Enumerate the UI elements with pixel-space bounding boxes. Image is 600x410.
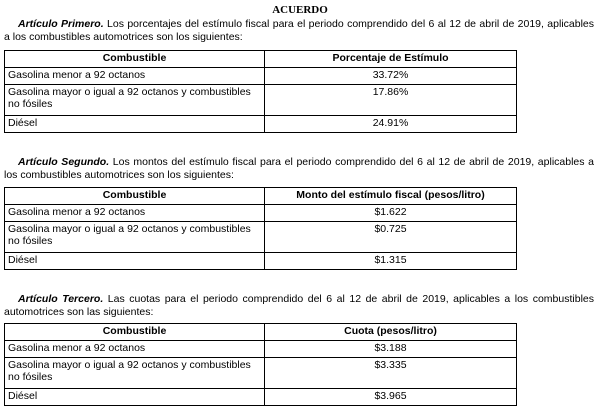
- fuel-cell: Gasolina menor a 92 octanos: [5, 341, 265, 358]
- table-row: [5, 116, 517, 133]
- value-cell: $0.725: [265, 222, 517, 253]
- column-header-fuel: Combustible: [5, 51, 265, 68]
- value-cell: $1.315: [265, 253, 517, 270]
- fuel-cell: Gasolina mayor o igual a 92 octanos y combustibles no fósiles: [5, 85, 265, 116]
- value-cell: $3.965: [265, 389, 517, 406]
- fuel-cell: Gasolina menor a 92 octanos: [5, 68, 265, 85]
- article-first-lead: Artículo Primero.: [18, 18, 104, 30]
- value-cell: 24.91%: [265, 116, 517, 133]
- table-percentages: [4, 50, 517, 133]
- value-cell: $1.622: [265, 205, 517, 222]
- article-third-paragraph: [4, 293, 594, 319]
- table-row: [5, 205, 517, 222]
- article-second-lead: Artículo Segundo.: [18, 156, 110, 168]
- fuel-cell: Gasolina mayor o igual a 92 octanos y combustibles no fósiles: [5, 222, 265, 253]
- value-cell: 33.72%: [265, 68, 517, 85]
- column-header-fuel: Combustible: [5, 188, 265, 205]
- table-row: [5, 358, 517, 389]
- fuel-cell: Diésel: [5, 116, 265, 133]
- table-row: [5, 389, 517, 406]
- article-second-paragraph: [4, 156, 594, 182]
- table-row: [5, 253, 517, 270]
- article-first-text: Los porcentajes del estímulo fiscal para el periodo comprendido del 6 al 12 de abril de 2019, aplicables a los combustibles automotrices son los siguientes:: [4, 18, 595, 43]
- table-row: [5, 341, 517, 358]
- table-amounts: [4, 187, 517, 270]
- article-second-text: Los montos del estímulo fiscal para el periodo comprendido del 6 al 12 de abril de 2019, aplicables a los combustibles automotrices son los siguientes:: [4, 156, 594, 181]
- article-third-text: Las cuotas para el periodo comprendido del 6 al 12 de abril de 2019, aplicables a los combustibles automotrices son las siguientes:: [4, 293, 594, 318]
- column-header-value: Porcentaje de Estímulo: [265, 51, 517, 68]
- table-row: [5, 68, 517, 85]
- value-cell: $3.188: [265, 341, 517, 358]
- fuel-cell: Gasolina menor a 92 octanos: [5, 205, 265, 222]
- article-third-lead: Artículo Tercero.: [18, 293, 104, 305]
- table-row: [5, 85, 517, 116]
- article-first-paragraph: [4, 18, 594, 44]
- table-row: [5, 222, 517, 253]
- column-header-value: Monto del estímulo fiscal (pesos/litro): [265, 188, 517, 205]
- value-cell: $3.335: [265, 358, 517, 389]
- value-cell: 17.86%: [265, 85, 517, 116]
- document-title: ACUERDO: [272, 4, 328, 16]
- fuel-cell: Diésel: [5, 253, 265, 270]
- fuel-cell: Gasolina mayor o igual a 92 octanos y combustibles no fósiles: [5, 358, 265, 389]
- column-header-fuel: Combustible: [5, 324, 265, 341]
- fuel-cell: Diésel: [5, 389, 265, 406]
- table-quotas: [4, 323, 517, 406]
- column-header-value: Cuota (pesos/litro): [265, 324, 517, 341]
